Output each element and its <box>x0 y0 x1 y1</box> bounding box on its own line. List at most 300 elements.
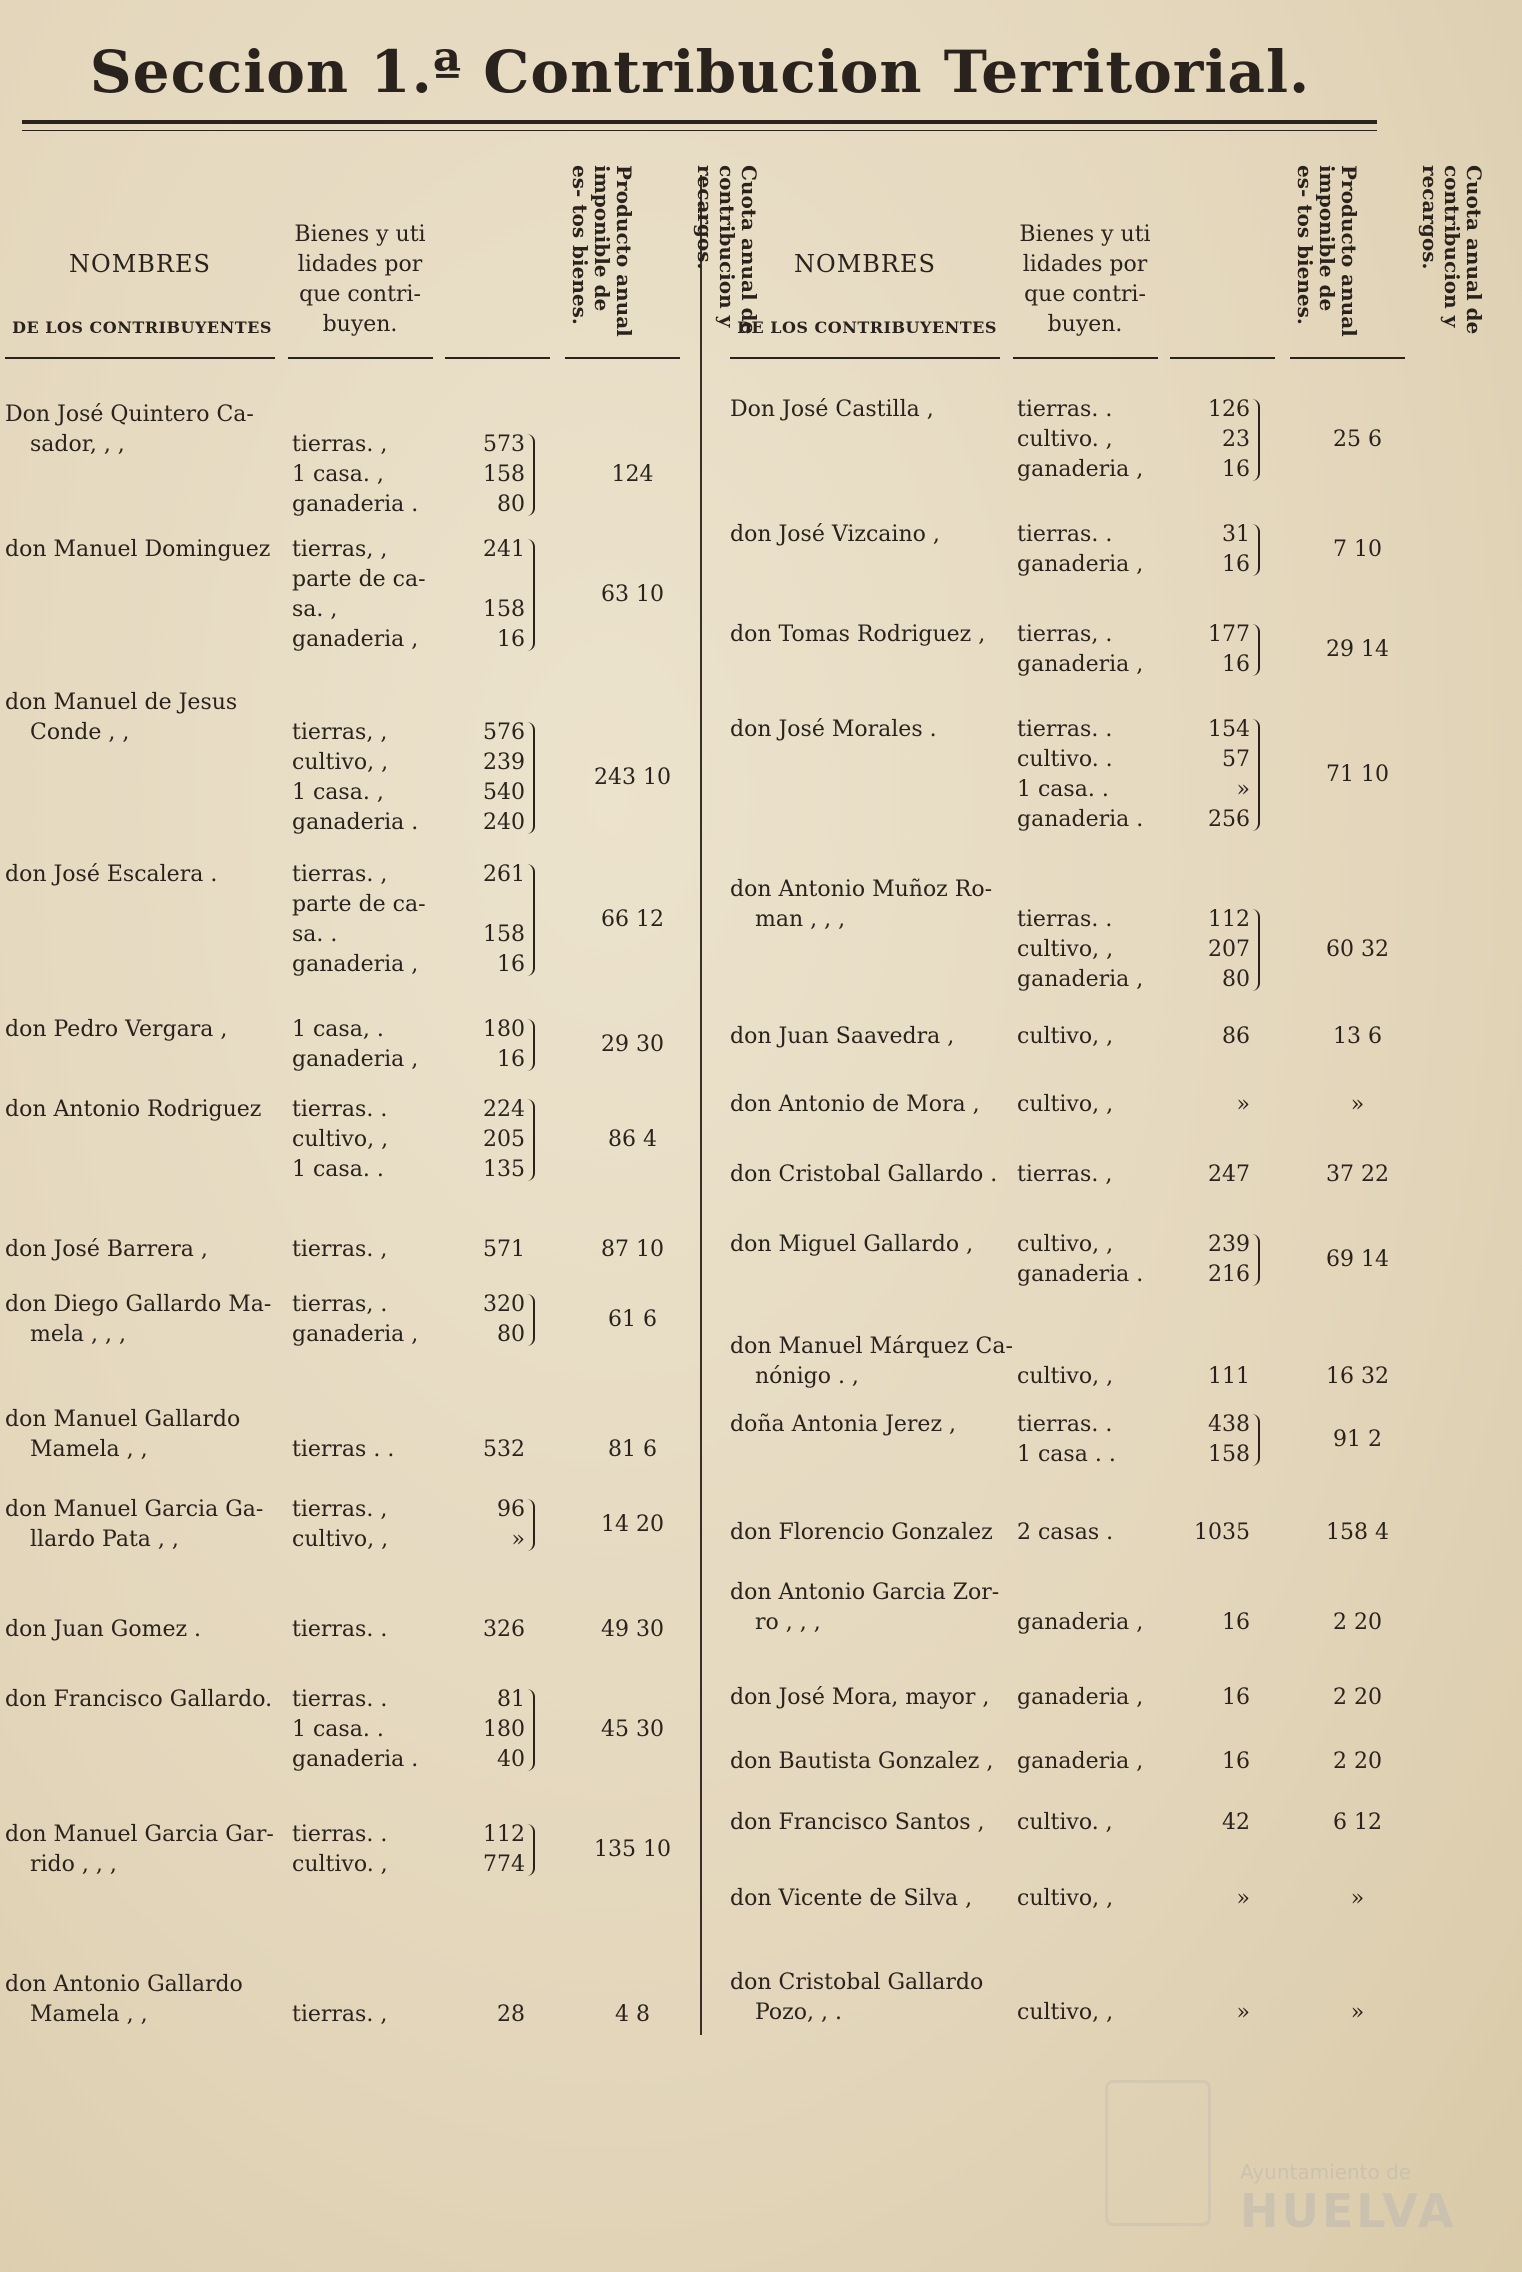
annual-quota: 135 10 <box>594 1837 671 1862</box>
product-value: 239 <box>1208 1232 1250 1257</box>
goods-item: cultivo, , <box>292 750 389 775</box>
product-value: 16 <box>1222 457 1250 482</box>
product-value: 154 <box>1208 717 1250 742</box>
header-bienes-line: lidades por <box>297 252 423 277</box>
brace-icon <box>527 1824 535 1876</box>
product-value: 81 <box>497 1687 525 1712</box>
product-value: 180 <box>483 1017 525 1042</box>
goods-item: ganaderia . <box>292 810 419 835</box>
annual-quota: 2 20 <box>1333 1749 1382 1774</box>
product-value: » <box>1236 2000 1250 2025</box>
contributor-name-line: don Manuel Garcia Gar- <box>5 1822 274 1847</box>
product-value: 28 <box>497 2002 525 2027</box>
table-header <box>0 160 761 360</box>
brace-icon <box>527 1689 535 1771</box>
contributor-name-line: don Tomas Rodriguez , <box>730 622 986 647</box>
product-values <box>1170 1160 1270 1190</box>
contributor-name-line: Mamela , , <box>30 1437 148 1462</box>
goods-list <box>292 1290 442 1350</box>
contributor-name-line: don Manuel Dominguez <box>5 537 271 562</box>
contributor-name <box>730 1410 1015 1440</box>
header-bienes-line: buyen. <box>1047 312 1123 337</box>
annual-quota: 29 14 <box>1326 637 1389 662</box>
goods-list <box>1017 1518 1167 1548</box>
annual-quota: 87 10 <box>601 1237 664 1262</box>
contributor-name <box>5 1615 290 1645</box>
contributor-name <box>730 715 1015 745</box>
contributor-name-line: don Antonio Gallardo <box>5 1972 243 1997</box>
contributor-name-line: ro , , , <box>755 1610 821 1635</box>
product-value: 112 <box>483 1822 525 1847</box>
contributor-name <box>730 875 1015 935</box>
product-value: » <box>1236 1886 1250 1911</box>
annual-quota: 91 2 <box>1333 1427 1382 1452</box>
contributor-name <box>5 860 290 890</box>
goods-item: cultivo. , <box>1017 1810 1113 1835</box>
header-producto: Producto anual imponible de es- tos bienes. <box>568 165 636 337</box>
contributor-name-line: don Manuel Garcia Ga- <box>5 1497 264 1522</box>
contributor-name-line: Don José Castilla , <box>730 397 934 422</box>
goods-item: ganaderia . <box>292 492 419 517</box>
table-header <box>725 160 1486 360</box>
header-producto: Producto anual imponible de es- tos bienes. <box>1293 165 1361 337</box>
annual-quota: 60 32 <box>1326 937 1389 962</box>
contributor-name <box>5 1095 290 1125</box>
annual-quota: 37 22 <box>1326 1162 1389 1187</box>
contributor-name <box>730 1332 1015 1392</box>
brace-icon <box>527 1294 535 1346</box>
goods-item: ganaderia , <box>1017 1610 1144 1635</box>
contributor-name-line: llardo Pata , , <box>30 1527 179 1552</box>
goods-item: 1 casa. , <box>292 780 384 805</box>
goods-item: tierras, . <box>292 1292 388 1317</box>
product-values <box>1170 1090 1270 1120</box>
contributor-name-line: don Antonio Rodriguez <box>5 1097 262 1122</box>
product-value: 438 <box>1208 1412 1250 1437</box>
contributor-name-line: don José Barrera , <box>5 1237 208 1262</box>
product-value: 40 <box>497 1747 525 1772</box>
product-value: 111 <box>1208 1364 1250 1389</box>
contributor-name <box>730 1160 1015 1190</box>
product-value: 532 <box>483 1437 525 1462</box>
goods-item: tierras. , <box>292 2002 388 2027</box>
brace-icon <box>1252 909 1260 991</box>
brace-icon <box>1252 719 1260 831</box>
goods-list <box>1017 1808 1167 1838</box>
product-value: 126 <box>1208 397 1250 422</box>
annual-quota: 124 <box>611 462 654 487</box>
contributor-name-line: don Manuel Márquez Ca- <box>730 1334 1013 1359</box>
product-value: 216 <box>1208 1262 1250 1287</box>
product-value: 16 <box>497 627 525 652</box>
goods-item: 2 casas . <box>1017 1520 1114 1545</box>
product-value: 112 <box>1208 907 1250 932</box>
goods-list <box>292 1235 442 1265</box>
goods-item: ganaderia . <box>1017 807 1144 832</box>
goods-item: cultivo, , <box>1017 1232 1114 1257</box>
goods-list <box>292 1095 442 1185</box>
product-value: 224 <box>483 1097 525 1122</box>
contributor-name <box>730 1022 1015 1052</box>
contributor-name <box>5 1015 290 1045</box>
goods-item: parte de ca- <box>292 892 426 917</box>
goods-item: cultivo, , <box>292 1527 389 1552</box>
contributor-name <box>5 1290 290 1350</box>
brace-icon <box>1252 1414 1260 1466</box>
contributor-name <box>730 620 1015 650</box>
product-value: 241 <box>483 537 525 562</box>
goods-item: tierras. , <box>292 862 388 887</box>
header-bienes-line: que contri- <box>1024 282 1146 307</box>
header-bienes-line: Bienes y uti <box>294 222 426 247</box>
goods-list <box>1017 395 1167 485</box>
header-rule <box>1013 357 1158 359</box>
annual-quota: 81 6 <box>608 1437 657 1462</box>
contributor-name-line: don Bautista Gonzalez , <box>730 1749 994 1774</box>
annual-quota: » <box>1350 1886 1365 1911</box>
goods-item: cultivo, , <box>1017 1024 1114 1049</box>
product-values <box>445 1615 545 1645</box>
goods-item: tierras, . <box>1017 622 1113 647</box>
header-names-sub: DE LOS CONTRIBUYENTES <box>737 318 997 337</box>
watermark-line2: HUELVA <box>1240 2184 1457 2238</box>
product-values <box>445 1235 545 1265</box>
header-bienes-line: Bienes y uti <box>1019 222 1151 247</box>
goods-item: tierras. . <box>1017 522 1113 547</box>
goods-item: ganaderia , <box>1017 967 1144 992</box>
goods-item: cultivo. . <box>1017 747 1113 772</box>
contributor-name <box>730 1230 1015 1260</box>
contributor-name-line: Conde , , <box>30 720 130 745</box>
goods-item: parte de ca- <box>292 567 426 592</box>
annual-quota: » <box>1350 1092 1365 1117</box>
contributor-name <box>730 520 1015 550</box>
goods-item: tierras. . <box>292 1097 388 1122</box>
goods-item: 1 casa . . <box>1017 1442 1116 1467</box>
contributor-name-line: don Manuel de Jesus <box>5 690 238 715</box>
goods-item: cultivo, , <box>1017 1886 1114 1911</box>
header-bienes-line: lidades por <box>1022 252 1148 277</box>
annual-quota: 2 20 <box>1333 1685 1382 1710</box>
goods-item: ganaderia , <box>1017 652 1144 677</box>
header-names: NOMBRES <box>69 250 211 278</box>
goods-list <box>1017 1090 1167 1120</box>
contributor-name <box>5 688 290 748</box>
product-value: 326 <box>483 1617 525 1642</box>
contributor-name-line: don José Vizcaino , <box>730 522 940 547</box>
goods-list <box>292 430 442 520</box>
product-value: 576 <box>483 720 525 745</box>
contributor-name-line: sador, , , <box>30 432 125 457</box>
product-value: 16 <box>1222 552 1250 577</box>
product-value: » <box>1236 777 1250 802</box>
header-bienes <box>285 220 435 340</box>
goods-list <box>292 718 442 838</box>
goods-list <box>1017 905 1167 995</box>
goods-item: 1 casa. . <box>1017 777 1109 802</box>
contributor-name <box>5 1820 290 1880</box>
annual-quota: 25 6 <box>1333 427 1382 452</box>
goods-item: tierras. , <box>292 1237 388 1262</box>
annual-quota: 4 8 <box>615 2002 650 2027</box>
annual-quota: 2 20 <box>1333 1610 1382 1635</box>
product-values <box>445 2000 545 2030</box>
header-rule <box>565 357 680 359</box>
contributor-name <box>5 535 290 565</box>
product-value: 96 <box>497 1497 525 1522</box>
contributor-name <box>730 1747 1015 1777</box>
goods-list <box>292 1615 442 1645</box>
goods-item: ganaderia , <box>292 1047 419 1072</box>
contributor-name-line: don Miguel Gallardo , <box>730 1232 974 1257</box>
goods-item: tierras. . <box>1017 717 1113 742</box>
goods-list <box>292 1495 442 1555</box>
goods-list <box>292 1435 442 1465</box>
goods-item: ganaderia , <box>1017 457 1144 482</box>
goods-item: tierras. . <box>1017 397 1113 422</box>
goods-item: 1 casa. . <box>292 1717 384 1742</box>
contributor-name-line: Don José Quintero Ca- <box>5 402 254 427</box>
goods-list <box>1017 1747 1167 1777</box>
huelva-crest-icon <box>1105 2080 1211 2226</box>
annual-quota: 45 30 <box>601 1717 664 1742</box>
contributor-name-line: don Florencio Gonzalez <box>730 1520 993 1545</box>
contributor-name-line: don Francisco Santos , <box>730 1810 985 1835</box>
contributor-name <box>5 1235 290 1265</box>
brace-icon <box>527 864 535 976</box>
contributor-name-line: don Juan Saavedra , <box>730 1024 955 1049</box>
product-value: 774 <box>483 1852 525 1877</box>
brace-icon <box>527 1019 535 1071</box>
goods-item: ganaderia , <box>292 1322 419 1347</box>
goods-item: 1 casa. , <box>292 462 384 487</box>
product-value: 205 <box>483 1127 525 1152</box>
header-rule <box>5 357 275 359</box>
contributor-name-line: Pozo, , . <box>755 2000 842 2025</box>
product-values <box>1170 1022 1270 1052</box>
goods-item: cultivo, , <box>1017 2000 1114 2025</box>
goods-list <box>1017 1608 1167 1638</box>
goods-item: tierras. . <box>292 1822 388 1847</box>
product-value: 247 <box>1208 1162 1250 1187</box>
product-value: 158 <box>483 922 525 947</box>
annual-quota: 69 14 <box>1326 1247 1389 1272</box>
annual-quota: 61 6 <box>608 1307 657 1332</box>
contributor-name-line: don Francisco Gallardo. <box>5 1687 273 1712</box>
annual-quota: 63 10 <box>601 582 664 607</box>
goods-list <box>292 535 442 655</box>
goods-item: sa. , <box>292 597 338 622</box>
product-value: 158 <box>483 462 525 487</box>
goods-list <box>292 2000 442 2030</box>
goods-item: cultivo, , <box>1017 937 1114 962</box>
contributor-name-line: don Antonio de Mora , <box>730 1092 980 1117</box>
product-value: 16 <box>497 952 525 977</box>
product-values <box>1170 1683 1270 1713</box>
annual-quota: 49 30 <box>601 1617 664 1642</box>
header-rule <box>730 357 1000 359</box>
product-value: » <box>511 1527 525 1552</box>
contributor-name <box>5 1685 290 1715</box>
goods-item: tierras . . <box>292 1437 395 1462</box>
annual-quota: 86 4 <box>608 1127 657 1152</box>
product-value: » <box>1236 1092 1250 1117</box>
brace-icon <box>527 1499 535 1551</box>
product-value: 135 <box>483 1157 525 1182</box>
product-value: 540 <box>483 780 525 805</box>
header-cuota: Cuota anual de contribucion y recargos. <box>693 165 761 335</box>
goods-item: cultivo, , <box>292 1127 389 1152</box>
product-value: 42 <box>1222 1810 1250 1835</box>
product-value: 240 <box>483 810 525 835</box>
goods-list <box>1017 1683 1167 1713</box>
product-value: 31 <box>1222 522 1250 547</box>
goods-list <box>1017 1998 1167 2028</box>
brace-icon <box>1252 1234 1260 1286</box>
product-value: 80 <box>497 492 525 517</box>
product-value: 16 <box>1222 1610 1250 1635</box>
goods-list <box>1017 1884 1167 1914</box>
contributor-name-line: don Antonio Garcia Zor- <box>730 1580 1000 1605</box>
annual-quota: 71 10 <box>1326 762 1389 787</box>
product-values <box>1170 1518 1270 1548</box>
annual-quota: 16 32 <box>1326 1364 1389 1389</box>
product-value: 320 <box>483 1292 525 1317</box>
product-values <box>445 1435 545 1465</box>
product-value: 180 <box>483 1717 525 1742</box>
product-value <box>445 565 525 595</box>
goods-item: cultivo, , <box>1017 1092 1114 1117</box>
goods-list <box>292 1685 442 1775</box>
brace-icon <box>527 722 535 834</box>
goods-item: 1 casa. . <box>292 1157 384 1182</box>
brace-icon <box>527 539 535 651</box>
goods-item: tierras. , <box>292 432 388 457</box>
page-title: Seccion 1.ª Contribucion Territorial. <box>89 38 1311 106</box>
contributor-name-line: don Manuel Gallardo <box>5 1407 241 1432</box>
goods-list <box>292 1820 442 1880</box>
goods-list <box>1017 1022 1167 1052</box>
product-value: 239 <box>483 750 525 775</box>
contributor-name <box>5 1495 290 1555</box>
contributor-name-line: Mamela , , <box>30 2002 148 2027</box>
contributor-name <box>730 1683 1015 1713</box>
product-values <box>1170 1362 1270 1392</box>
annual-quota: 13 6 <box>1333 1024 1382 1049</box>
goods-item: 1 casa, . <box>292 1017 384 1042</box>
goods-list <box>1017 715 1167 835</box>
contributor-name-line: don Antonio Muñoz Ro- <box>730 877 993 902</box>
contributor-name <box>5 400 290 460</box>
header-rule <box>445 357 550 359</box>
contributor-name-line: don Diego Gallardo Ma- <box>5 1292 272 1317</box>
column-divider <box>700 175 702 2035</box>
contributor-name <box>730 1968 1015 2028</box>
contributor-name-line: rido , , , <box>30 1852 117 1877</box>
goods-item: tierras. . <box>292 1687 388 1712</box>
contributor-name <box>5 1970 290 2030</box>
brace-icon <box>1252 524 1260 576</box>
goods-item: cultivo. , <box>1017 427 1113 452</box>
goods-item: tierras. . <box>1017 1412 1113 1437</box>
product-values <box>1170 1998 1270 2028</box>
product-value: 177 <box>1208 622 1250 647</box>
product-value: 80 <box>497 1322 525 1347</box>
contributor-name-line: don Cristobal Gallardo <box>730 1970 984 1995</box>
title-rule <box>22 120 1377 124</box>
goods-item: tierras. . <box>292 1617 388 1642</box>
goods-item: ganaderia , <box>1017 1685 1144 1710</box>
product-value: 16 <box>1222 1685 1250 1710</box>
goods-list <box>1017 1410 1167 1470</box>
header-rule <box>1290 357 1405 359</box>
header-names-sub: DE LOS CONTRIBUYENTES <box>12 318 272 337</box>
contributor-name <box>730 395 1015 425</box>
contributor-name-line: don José Mora, mayor , <box>730 1685 990 1710</box>
watermark-line1: Ayuntamiento de <box>1240 2160 1412 2184</box>
contributor-name-line: man , , , <box>755 907 846 932</box>
goods-item: cultivo, , <box>1017 1364 1114 1389</box>
contributor-name-line: don José Morales . <box>730 717 937 742</box>
contributor-name <box>5 1405 290 1465</box>
product-value: 57 <box>1222 747 1250 772</box>
goods-list <box>1017 520 1167 580</box>
contributor-name-line: don Pedro Vergara , <box>5 1017 228 1042</box>
watermark <box>1240 2160 1456 2238</box>
header-bienes-line: buyen. <box>322 312 398 337</box>
annual-quota: 158 4 <box>1326 1520 1389 1545</box>
brace-icon <box>527 434 535 516</box>
product-value: 1035 <box>1194 1520 1250 1545</box>
annual-quota: 6 12 <box>1333 1810 1382 1835</box>
annual-quota: 243 10 <box>594 765 671 790</box>
product-values <box>1170 1884 1270 1914</box>
goods-item: ganaderia , <box>292 627 419 652</box>
contributor-name <box>730 1090 1015 1120</box>
goods-list <box>1017 1230 1167 1290</box>
annual-quota: 7 10 <box>1333 537 1382 562</box>
product-value: 571 <box>483 1237 525 1262</box>
annual-quota: 14 20 <box>601 1512 664 1537</box>
contributor-name-line: don Cristobal Gallardo . <box>730 1162 998 1187</box>
annual-quota: 29 30 <box>601 1032 664 1057</box>
product-value: 16 <box>497 1047 525 1072</box>
product-value: 16 <box>1222 652 1250 677</box>
product-value <box>445 890 525 920</box>
goods-item: ganaderia , <box>1017 552 1144 577</box>
goods-list <box>1017 1362 1167 1392</box>
header-rule <box>1170 357 1275 359</box>
product-value: 80 <box>1222 967 1250 992</box>
goods-item: tierras. , <box>292 1497 388 1522</box>
header-bienes <box>1010 220 1160 340</box>
goods-list <box>292 1015 442 1075</box>
product-values <box>1170 1808 1270 1838</box>
brace-icon <box>527 1099 535 1181</box>
goods-list <box>1017 1160 1167 1190</box>
goods-item: tierras, , <box>292 720 388 745</box>
goods-item: ganaderia . <box>292 1747 419 1772</box>
goods-item: ganaderia , <box>1017 1749 1144 1774</box>
contributor-name <box>730 1884 1015 1914</box>
product-value: 158 <box>483 597 525 622</box>
product-value: 23 <box>1222 427 1250 452</box>
contributor-name-line: nónigo . , <box>755 1364 859 1389</box>
contributor-name-line: mela , , , <box>30 1322 126 1347</box>
header-bienes-line: que contri- <box>299 282 421 307</box>
goods-item: tierras. . <box>1017 907 1113 932</box>
goods-item: tierras, , <box>292 537 388 562</box>
